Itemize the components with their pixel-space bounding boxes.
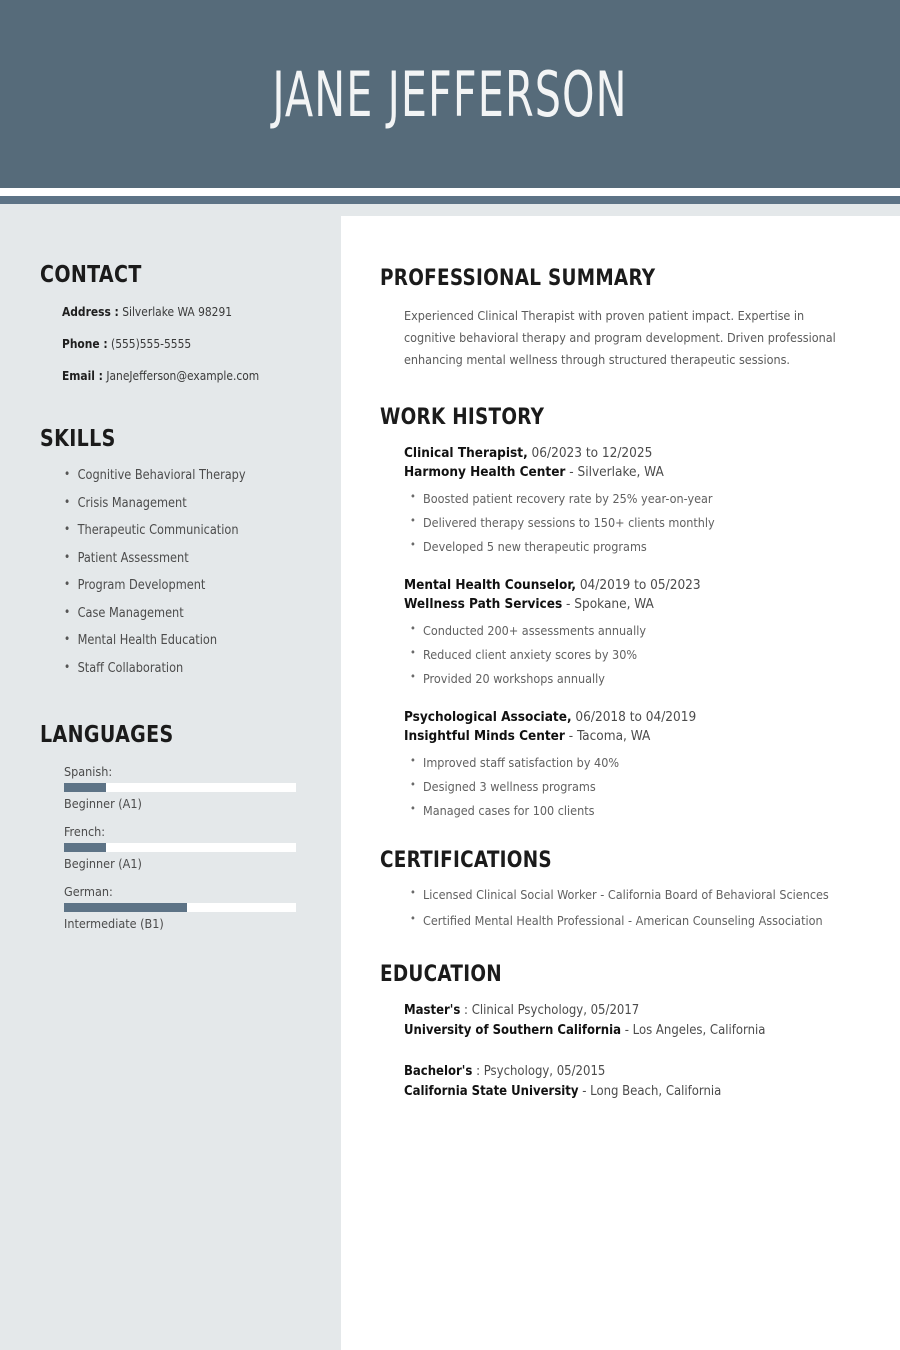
job-title-line (404, 444, 865, 464)
work-history-heading: WORK HISTORY (380, 404, 545, 430)
education-school: California State University (404, 1083, 579, 1099)
contact-heading: CONTACT (40, 262, 142, 288)
section-education (380, 962, 865, 1101)
job-location: - Spokane, WA (562, 596, 654, 613)
language-proficiency-fill (64, 903, 187, 912)
language-proficiency-bar (64, 783, 296, 792)
language-level: Intermediate (B1) (64, 915, 164, 931)
job-title-line (404, 576, 865, 596)
language-level: Beginner (A1) (64, 795, 142, 811)
job-dates: 04/2019 to 05/2023 (575, 576, 701, 593)
page-title: JANE JEFFERSON (272, 57, 628, 131)
language-proficiency-fill (64, 783, 106, 792)
language-entry (64, 884, 311, 931)
main-column (341, 216, 900, 1350)
job-company: Harmony Health Center (404, 464, 566, 481)
list-item: • Managed cases for 100 clients (410, 803, 865, 818)
list-item: • Provided 20 workshops annually (410, 671, 865, 686)
resume-header (0, 0, 900, 188)
job-company-line (404, 727, 865, 747)
list-item: • Staff Collaboration (64, 661, 304, 676)
summary-text: Experienced Clinical Therapist with proven patient impact. Expertise in cognitive behavioral therapy and program development. Driven professional enhancing mental wellness through structured therapeutic sessions. (404, 308, 836, 367)
language-proficiency-bar (64, 903, 296, 912)
education-school: University of Southern California (404, 1022, 622, 1038)
job-entry (404, 576, 865, 686)
job-entry (404, 444, 865, 554)
resume-body (0, 204, 900, 1350)
list-item: • Program Development (64, 578, 304, 593)
contact-phone-label: Phone : (62, 336, 108, 351)
list-item: • Developed 5 new therapeutic programs (410, 539, 865, 554)
header-divider-gap (0, 188, 900, 196)
list-item: • Therapeutic Communication (64, 523, 304, 538)
list-item: • Designed 3 wellness programs (410, 779, 865, 794)
list-item: • Certified Mental Health Professional - American Counseling Association (410, 913, 865, 928)
job-location: - Silverlake, WA (565, 464, 664, 481)
education-location: - Los Angeles, California (621, 1022, 766, 1038)
education-location: - Long Beach, California (578, 1083, 722, 1099)
job-title: Psychological Associate, (404, 708, 572, 725)
certifications-list (410, 887, 865, 928)
list-item: • Licensed Clinical Social Worker - California Board of Behavioral Sciences (410, 887, 865, 902)
education-field: : Clinical Psychology, 05/2017 (460, 1003, 640, 1018)
list-item: • Conducted 200+ assessments annually (410, 623, 865, 638)
sidebar (0, 204, 341, 1350)
education-degree-line (404, 1001, 865, 1021)
job-entry (404, 708, 865, 818)
language-entry (64, 764, 311, 811)
certifications-heading: CERTIFICATIONS (380, 848, 552, 873)
job-company: Insightful Minds Center (404, 728, 565, 745)
job-title: Mental Health Counselor, (404, 576, 576, 593)
list-item: • Cognitive Behavioral Therapy (64, 468, 304, 483)
job-location: - Tacoma, WA (564, 728, 651, 745)
list-item: • Boosted patient recovery rate by 25% year-on-year (410, 491, 865, 506)
list-item: • Mental Health Education (64, 633, 304, 648)
job-company-line (404, 595, 865, 615)
job-dates: 06/2018 to 04/2019 (571, 708, 697, 725)
contact-email-label: Email : (62, 368, 103, 383)
contact-address (62, 304, 299, 319)
job-bullets (410, 491, 865, 554)
contact-address-value: Silverlake WA 98291 (122, 304, 233, 319)
header-accent-stripe (0, 196, 900, 204)
list-item: • Patient Assessment (64, 551, 304, 566)
language-name: Spanish: (64, 763, 113, 779)
education-heading: EDUCATION (380, 962, 502, 987)
language-level: Beginner (A1) (64, 855, 142, 871)
language-proficiency-fill (64, 843, 106, 852)
language-name: German: (64, 883, 113, 899)
education-entry (404, 1062, 865, 1101)
education-school-line (404, 1082, 865, 1102)
education-entry (404, 1001, 865, 1040)
job-title-line (404, 708, 865, 728)
contact-email-value: JaneJefferson@example.com (106, 368, 260, 383)
skills-list (64, 468, 311, 676)
section-certifications (380, 848, 865, 928)
section-professional-summary (380, 266, 865, 371)
job-dates: 06/2023 to 12/2025 (527, 444, 653, 461)
skills-heading: SKILLS (40, 426, 116, 452)
contact-address-label: Address : (62, 304, 119, 319)
education-degree-line (404, 1062, 865, 1082)
contact-phone (62, 336, 299, 351)
job-bullets (410, 755, 865, 818)
list-item: • Case Management (64, 606, 304, 621)
list-item: • Reduced client anxiety scores by 30% (410, 647, 865, 662)
education-school-line (404, 1021, 865, 1041)
section-work-history (380, 405, 865, 818)
language-name: French: (64, 823, 106, 839)
language-entry (64, 824, 311, 871)
education-field: : Psychology, 05/2015 (472, 1064, 606, 1079)
list-item: • Delivered therapy sessions to 150+ clients monthly (410, 515, 865, 530)
job-company: Wellness Path Services (404, 596, 563, 613)
sidebar-top-strip (341, 204, 900, 216)
list-item: • Crisis Management (64, 496, 304, 511)
languages-heading: LANGUAGES (40, 721, 174, 748)
job-company-line (404, 463, 865, 483)
job-title: Clinical Therapist, (404, 444, 528, 461)
summary-heading: PROFESSIONAL SUMMARY (380, 266, 656, 291)
contact-phone-value: (555)555-5555 (111, 336, 192, 351)
education-degree: Bachelor's (404, 1064, 473, 1079)
job-bullets (410, 623, 865, 686)
contact-email (62, 368, 299, 383)
education-degree: Master's (404, 1003, 461, 1018)
list-item: • Improved staff satisfaction by 40% (410, 755, 865, 770)
language-proficiency-bar (64, 843, 296, 852)
